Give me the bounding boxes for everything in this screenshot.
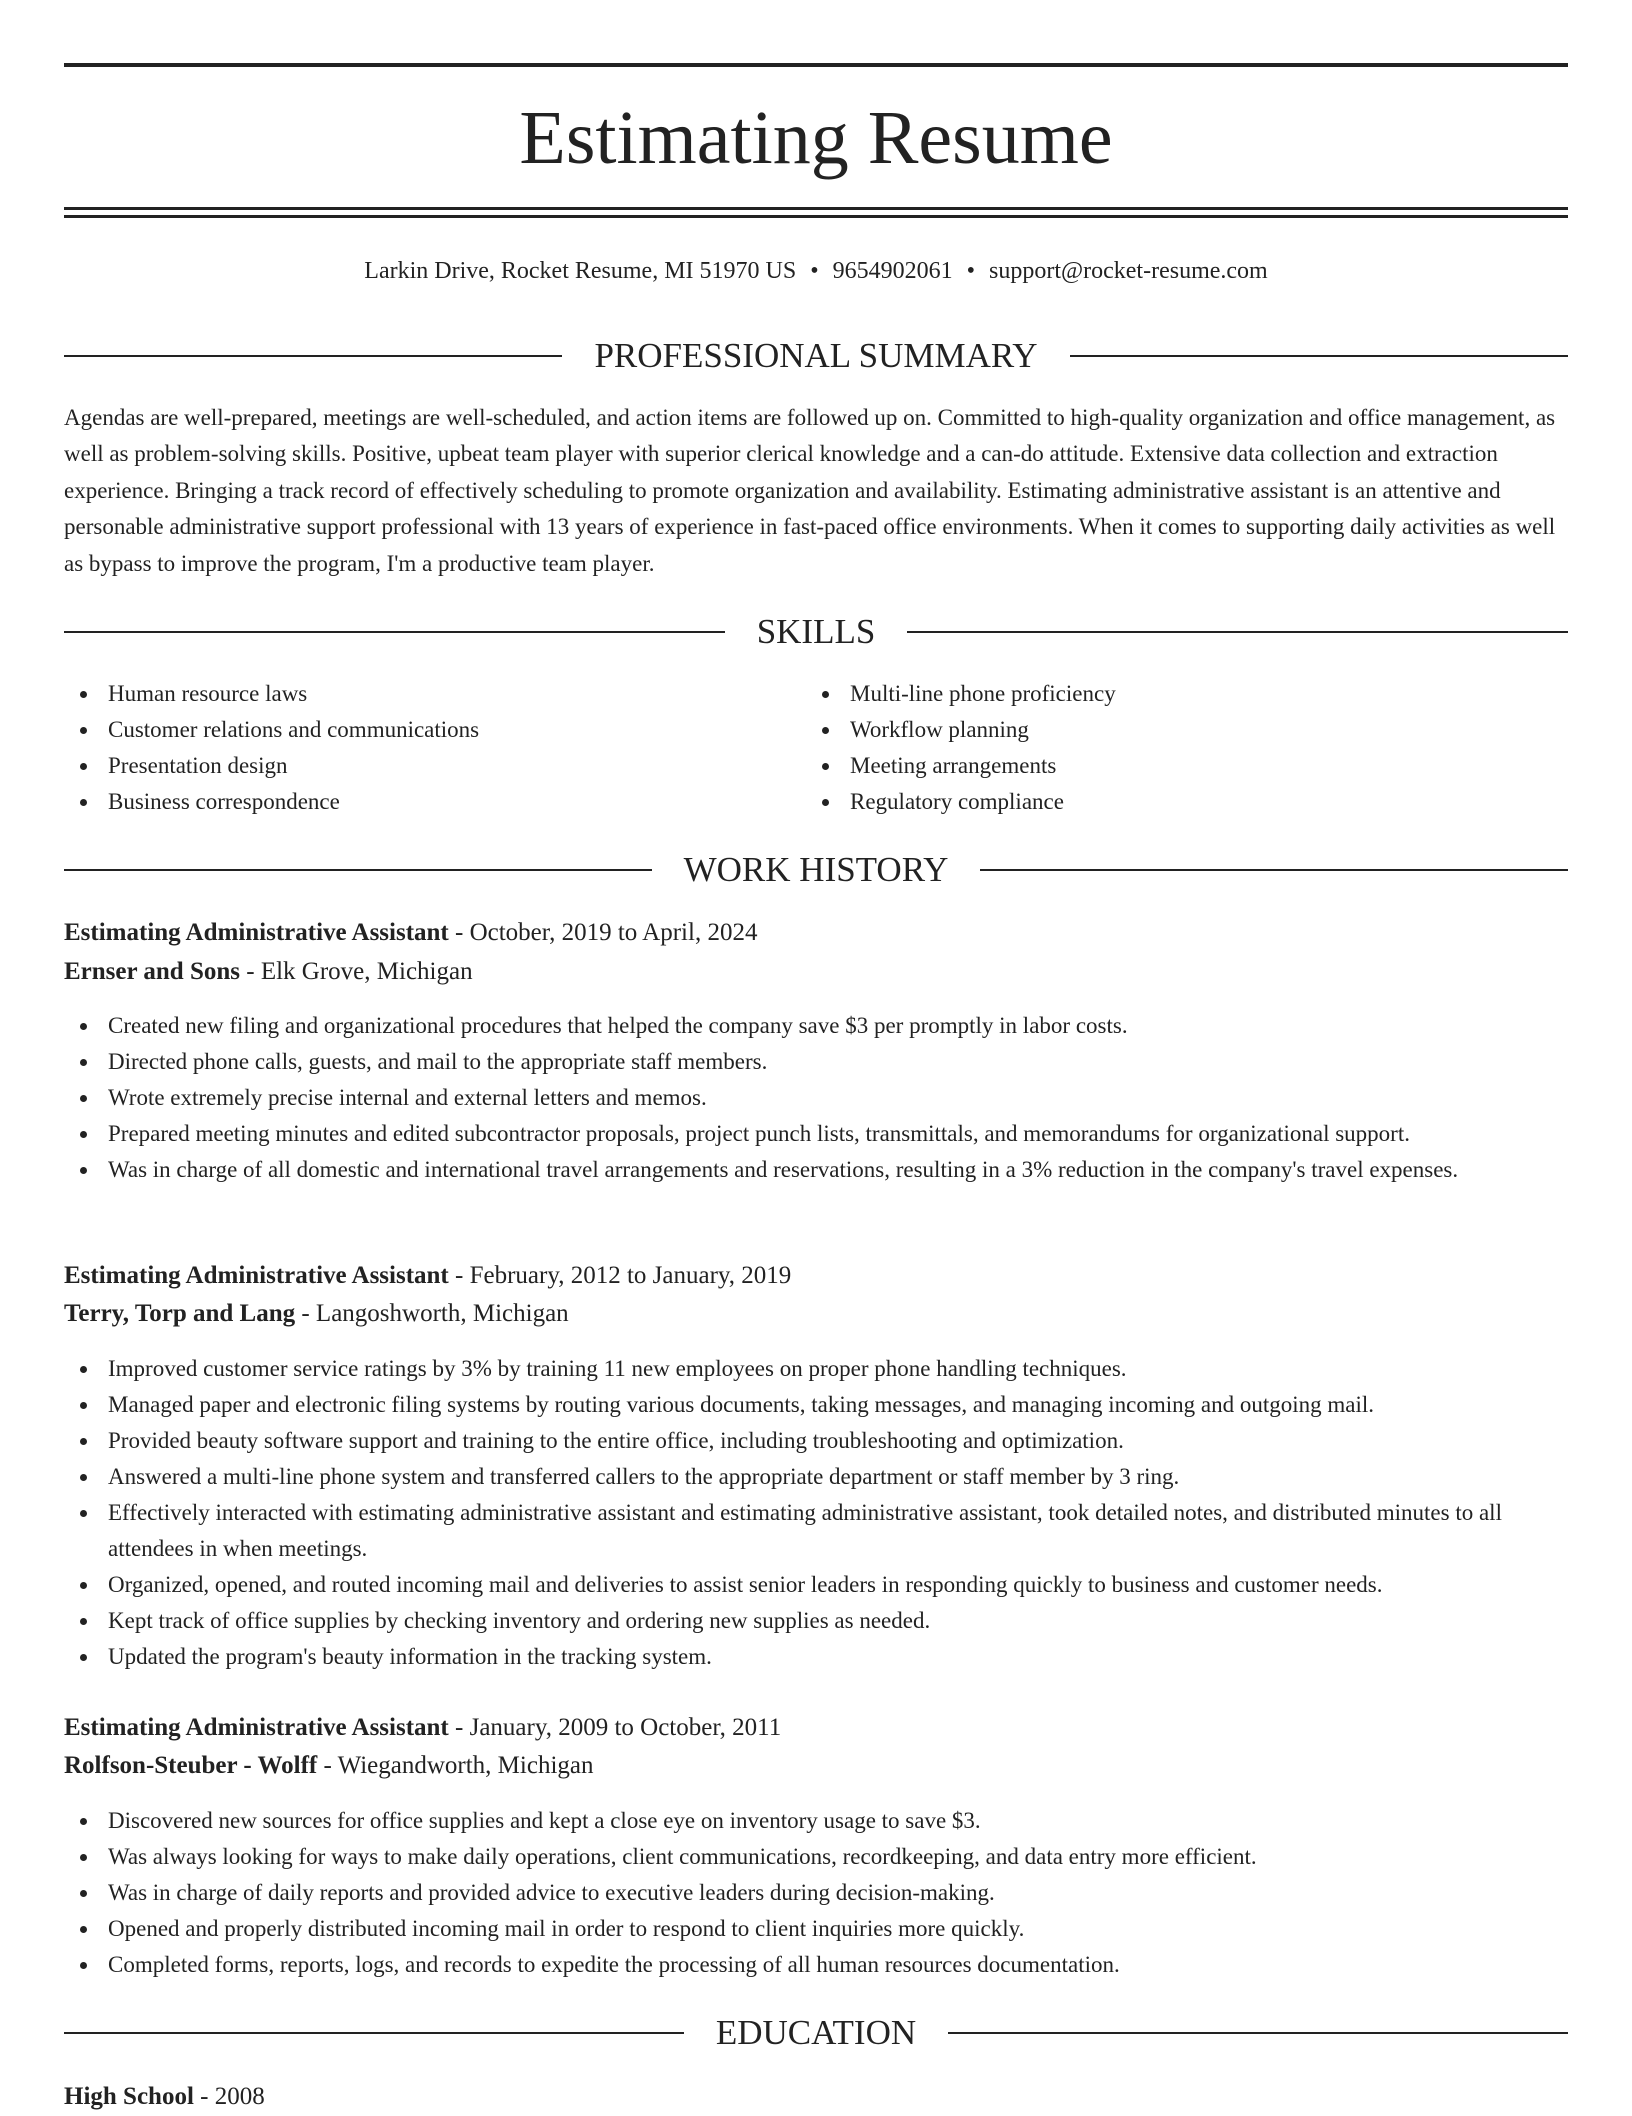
job-company-line — [64, 1295, 1568, 1333]
section-heading-work — [64, 848, 1568, 892]
list-item: Managed paper and electronic filing systems by routing various documents, taking messages, and managing incoming and outgoing mail. — [64, 1387, 1568, 1423]
heading-rule — [948, 2032, 1568, 2034]
skill-item: Multi-line phone proficiency — [806, 676, 1566, 712]
list-item: Was always looking for ways to make daily operations, client communications, recordkeeping, and data entry more efficient. — [64, 1839, 1568, 1875]
education-degree: High School — [64, 2083, 194, 2110]
job-company: Ernser and Sons — [64, 958, 240, 985]
skill-item: Human resource laws — [64, 676, 804, 712]
section-heading-skills — [64, 610, 1568, 654]
job-company-line — [64, 1747, 1568, 1785]
list-item: Organized, opened, and routed incoming mail and deliveries to assist senior leaders in responding quickly to business and customer needs. — [64, 1567, 1568, 1603]
list-item: Discovered new sources for office supplies and kept a close eye on inventory usage to save $3. — [64, 1803, 1568, 1839]
job-location: - Elk Grove, Michigan — [240, 958, 473, 985]
heading-rule — [64, 355, 562, 357]
heading-rule — [907, 631, 1568, 633]
job-title-line — [64, 1257, 1568, 1295]
list-item: Directed phone calls, guests, and mail to the appropriate staff members. — [64, 1044, 1568, 1080]
section-title: WORK HISTORY — [683, 850, 949, 889]
resume-title: Estimating Resume — [519, 96, 1113, 180]
list-item: Kept track of office supplies by checking inventory and ordering new supplies as needed. — [64, 1603, 1568, 1639]
list-item: Prepared meeting minutes and edited subcontractor proposals, project punch lists, transmittals, and memorandums for organizational support. — [64, 1116, 1568, 1152]
job-location: - Langoshworth, Michigan — [295, 1300, 569, 1327]
contact-separator: • — [810, 258, 819, 284]
heading-rule — [64, 631, 725, 633]
skill-item: Customer relations and communications — [64, 712, 804, 748]
list-item: Was in charge of all domestic and international travel arrangements and reservations, resulting in a 3% reduction in the company's travel expenses. — [64, 1152, 1568, 1188]
contact-line — [64, 254, 1568, 288]
list-item: Completed forms, reports, logs, and records to expedite the processing of all human resources documentation. — [64, 1947, 1568, 1983]
job-title: Estimating Administrative Assistant — [64, 919, 449, 946]
contact-email[interactable]: support@rocket-resume.com — [989, 258, 1268, 284]
list-item: Provided beauty software support and training to the entire office, including troubleshooting and optimization. — [64, 1423, 1568, 1459]
education-entry — [64, 2078, 265, 2116]
list-item: Effectively interacted with estimating administrative assistant and estimating administrative assistant, took detailed notes, and distributed minutes to all attendees in when meetings. — [64, 1495, 1568, 1567]
contact-address: Larkin Drive, Rocket Resume, MI 51970 US — [364, 258, 797, 284]
job-title: Estimating Administrative Assistant — [64, 1714, 449, 1741]
list-item: Improved customer service ratings by 3% by training 11 new employees on proper phone handling techniques. — [64, 1351, 1568, 1387]
job-dates: - October, 2019 to April, 2024 — [448, 919, 758, 946]
job-company: Rolfson-Steuber - Wolff — [64, 1752, 318, 1779]
job-title-line — [64, 1709, 1568, 1747]
job-title: Estimating Administrative Assistant — [64, 1262, 449, 1289]
list-item: Wrote extremely precise internal and external letters and memos. — [64, 1080, 1568, 1116]
skill-item: Workflow planning — [806, 712, 1566, 748]
heading-rule — [64, 869, 652, 871]
section-heading-summary — [64, 334, 1568, 378]
skill-item: Business correspondence — [64, 784, 804, 820]
list-item: Was in charge of daily reports and provided advice to executive leaders during decision-making. — [64, 1875, 1568, 1911]
job-dates: - February, 2012 to January, 2019 — [448, 1262, 792, 1289]
job-dates: - January, 2009 to October, 2011 — [448, 1714, 782, 1741]
title-bottom-rule-1 — [64, 207, 1568, 210]
title-top-rule — [64, 63, 1568, 67]
skill-item: Meeting arrangements — [806, 748, 1566, 784]
job-company-line — [64, 953, 1568, 991]
job-title-line — [64, 914, 1568, 952]
skills-column-left — [64, 676, 804, 820]
job-bullets — [64, 1803, 1568, 1983]
list-item: Updated the program's beauty information in the tracking system. — [64, 1639, 1568, 1675]
heading-rule — [1070, 355, 1568, 357]
heading-rule — [64, 2032, 684, 2034]
list-item: Created new filing and organizational procedures that helped the company save $3 per promptly in labor costs. — [64, 1008, 1568, 1044]
section-title: EDUCATION — [715, 2013, 917, 2052]
job-bullets — [64, 1351, 1568, 1675]
list-item: Answered a multi-line phone system and transferred callers to the appropriate department or staff member by 3 ring. — [64, 1459, 1568, 1495]
contact-separator: • — [966, 258, 976, 284]
list-item: Opened and properly distributed incoming mail in order to respond to client inquiries more quickly. — [64, 1911, 1568, 1947]
contact-phone: 9654902061 — [832, 258, 953, 284]
section-title: SKILLS — [756, 612, 876, 651]
title-bottom-rule-2 — [64, 215, 1568, 218]
job-bullets — [64, 1008, 1568, 1188]
education-year: - 2008 — [193, 2083, 265, 2110]
section-heading-education — [64, 2011, 1568, 2055]
skill-item: Regulatory compliance — [806, 784, 1566, 820]
heading-rule — [980, 869, 1568, 871]
summary-text: Agendas are well-prepared, meetings are well-scheduled, and action items are followed up on. Committed to high-quality organization and office management, as well as problem-solving skills. Positive, upbeat team player with superior clerical knowledge and a can-do attitude. Extensive data collection and extraction experience. Bringing a track record of effectively scheduling to promote organization and availability. Estimating administrative assistant is an attentive and personable administrative support professional with 13 years of experience in fast-paced office environments. When it comes to supporting daily activities as well as bypass to improve the program, I'm a productive team player. — [64, 405, 1556, 576]
skill-item: Presentation design — [64, 748, 804, 784]
job-location: - Wiegandworth, Michigan — [317, 1752, 594, 1779]
job-company: Terry, Torp and Lang — [64, 1300, 296, 1327]
skills-column-right — [806, 676, 1566, 820]
section-title: PROFESSIONAL SUMMARY — [594, 336, 1038, 375]
